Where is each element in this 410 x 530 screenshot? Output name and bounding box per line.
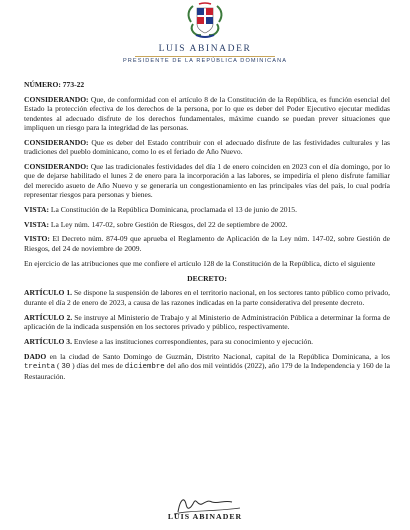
dado-month: diciembre: [124, 362, 165, 371]
dado-label: DADO: [24, 351, 47, 361]
visto-3: [24, 234, 390, 253]
visto-label: VISTO:: [24, 234, 50, 244]
vista-text: La Constitución de la República Dominicana, proclamada el 13 de junio de 2015.: [49, 204, 297, 214]
coat-of-arms-icon: [185, 2, 225, 40]
number-label: NÚMERO:: [24, 80, 61, 89]
considerando-label: CONSIDERANDO:: [24, 161, 89, 171]
article-1: [24, 288, 390, 307]
article-label: ARTÍCULO 3.: [24, 336, 72, 346]
considerando-3: [24, 162, 390, 199]
decreto-heading: DECRETO:: [187, 273, 227, 283]
considerando-text: Que las tradicionales festividades del día 1 de enero coinciden en 2023 con el día domingo, por lo que de dejarse habilitado el lunes 2 de enero para la incorporación a las labores, se impediría el pleno disfrute familiar del merecido asueto de Año Nuevo y se generaría un congestionamiento en las principales vías del país, lo cual podría representar riesgos para personas y bienes.: [24, 161, 390, 199]
decree-body: [24, 80, 390, 387]
vista-2: [24, 220, 390, 229]
attribution-paragraph: En ejercicio de las atribuciones que me confiere el artículo 128 de la Constitución de la República, dicto el siguiente: [24, 258, 376, 268]
president-title: PRESIDENTE DE LA REPÚBLICA DOMINICANA: [122, 58, 288, 64]
article-text: Se dispone la suspensión de labores en el territorio nacional, en los sectores tanto público como privado, durante el día 2 de enero de 2023, a causa de las razones indicadas en la parte considerativa del presente decreto.: [24, 288, 390, 307]
considerando-text: Que, de conformidad con el artículo 8 de la Constitución de la República, es función esencial del Estado la protección efectiva de los derechos de la persona, por lo que es deber del Poder Ejecutivo ejecutar medidas tendentes al adecuado disfrute de los derechos fundamentales, máxime cuando se puedan prever situaciones que impliquen un riesgo para la integridad de las personas.: [24, 94, 390, 132]
article-label: ARTÍCULO 1.: [24, 288, 73, 298]
article-text: Envíese a las instituciones correspondientes, para su conocimiento y ejecución.: [71, 336, 313, 346]
vista-text: La Ley núm. 147-02, sobre Gestión de Riesgos, del 22 de septiembre de 2002.: [49, 219, 288, 229]
considerando-label: CONSIDERANDO:: [24, 94, 89, 104]
dado-text-3: ) días del mes de: [70, 360, 125, 370]
letterhead: [0, 2, 410, 64]
visto-text: El Decreto núm. 874-09 que aprueba el Reglamento de Aplicación de la Ley núm. 147-02, sobre Gestión de Riesgos, del 24 de noviembre de 2009.: [24, 234, 390, 253]
dado-paragraph: [24, 352, 390, 382]
number-value: 773-22: [62, 80, 85, 89]
decree-number: [24, 80, 390, 89]
vista-label: VISTA:: [24, 204, 50, 214]
article-3: [24, 337, 390, 346]
dado-day-number: 30: [61, 362, 71, 371]
article-text: Se instruye al Ministerio de Trabajo y al Ministerio de Administración Pública a determinar la forma de aplicación de la indicada suspensión en los sectores privado y público, respectivamente.: [24, 312, 390, 331]
vista-label: VISTA:: [24, 219, 50, 229]
vista-1: [24, 205, 390, 214]
considerando-label: CONSIDERANDO:: [24, 137, 89, 147]
dado-text-1: en la ciudad de Santo Domingo de Guzmán, Distrito Nacional, capital de la República Dominicana, a los: [46, 351, 390, 361]
header-divider: [135, 56, 275, 57]
considerando-1: [24, 95, 390, 132]
dado-day-word: treinta: [24, 362, 56, 371]
considerando-2: [24, 138, 390, 157]
considerando-text: Que es deber del Estado contribuir con el adecuado disfrute de las festividades culturales y las tradiciones del pueblo dominicano, como lo es el feriado de Año Nuevo.: [24, 137, 390, 157]
dado-text-2: (: [55, 360, 62, 370]
signatory-name: LUIS ABINADER: [167, 512, 243, 521]
president-name: LUIS ABINADER: [158, 44, 252, 54]
article-2: [24, 313, 390, 332]
dado-text-4: del año dos mil veintidós (2022), año 179 de la Independencia y 160 de la Restauración.: [24, 360, 390, 382]
article-label: ARTÍCULO 2.: [24, 312, 73, 322]
